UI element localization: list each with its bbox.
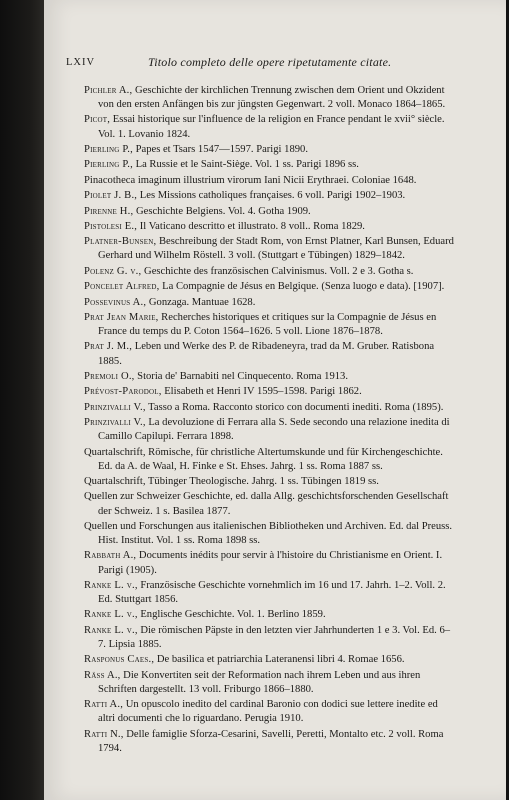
entry-text: Tasso a Roma. Racconto storico con documenti inediti. Roma (1895). xyxy=(145,401,444,413)
entry-author: Räss A., xyxy=(84,669,121,681)
entry-author: Pierling P., xyxy=(84,143,133,155)
entry-author: Piolet J. B., xyxy=(84,190,138,202)
entry-text: Englische Geschichte. Vol. 1. Berlino 1859. xyxy=(137,609,326,621)
entry-author: Pichler A., xyxy=(84,85,133,96)
bibliography-entry xyxy=(84,370,454,384)
bibliography-entry xyxy=(84,728,454,756)
entry-text: Quartalschrift, Tübinger Theologische. Jahrg. 1 ss. Tübingen 1819 ss. xyxy=(84,476,379,488)
entry-author: Prinzivalli V., xyxy=(84,401,146,413)
bibliography-entry xyxy=(84,624,454,652)
bibliography-entry xyxy=(84,340,454,368)
entry-author: Pirenne H., xyxy=(84,205,134,217)
bibliography-entry xyxy=(84,174,454,188)
entry-text: Leben und Werke des P. de Ribadeneyra, trad da M. Gruber. Ratisbona 1885. xyxy=(98,341,435,367)
bibliography-entry xyxy=(84,416,454,444)
entry-text: La Russie et le Saint-Siège. Vol. 1 ss. Parigi 1896 ss. xyxy=(132,159,359,171)
bibliography-entry xyxy=(84,549,454,577)
bibliography-entry xyxy=(84,579,454,607)
bibliography-entry xyxy=(84,608,454,622)
entry-text: Gonzaga. Mantuae 1628. xyxy=(146,296,256,308)
entry-author: Picot, xyxy=(84,114,111,126)
entry-text: Les Missions catholiques françaises. 6 voll. Parigi 1902–1903. xyxy=(137,190,406,202)
bibliography-entry xyxy=(84,265,454,279)
entry-author: Polenz G. v., xyxy=(84,265,142,277)
bibliography-entry xyxy=(84,205,454,219)
bibliography-entry xyxy=(84,401,454,415)
running-title: Titolo completo delle opere ripetutamente citate. xyxy=(148,55,392,69)
entry-text: Papes et Tsars 1547—1597. Parigi 1890. xyxy=(132,143,308,155)
entry-text: Delle famiglie Sforza-Cesarini, Savelli, Peretti, Montalto etc. 2 voll. Roma 1794. xyxy=(98,728,444,754)
bibliography-entry xyxy=(84,698,454,726)
bibliography-entry xyxy=(84,311,454,339)
bibliography-entry xyxy=(84,490,454,518)
entry-author: Ranke L. v., xyxy=(84,624,138,636)
bibliography-entry xyxy=(84,280,454,294)
entry-text: Quellen zur Schweizer Geschichte, ed. dalla Allg. geschichtsforschenden Gesellschaft der Schweiz. 1 s. Basilea 1877. xyxy=(84,491,449,517)
entry-author: Prat Jean Marie, xyxy=(84,311,159,323)
entry-author: Premoli O., xyxy=(84,370,135,382)
page-number: LXIV xyxy=(66,57,96,68)
bibliography-entry xyxy=(84,669,454,697)
entry-text: Die römischen Päpste in den letzten vier Jahrhunderten 1 e 3. Vol. Ed. 6–7. Lipsia 1885. xyxy=(98,624,451,650)
entry-author: Prinzivalli V., xyxy=(84,417,146,429)
entry-author: Prévost-Parodol, xyxy=(84,386,162,398)
entry-text: Geschichte der kirchlichen Trennung zwischen dem Orient und Okzident von den ersten Anfängen bis zur jüngsten Gegenwart. 2 voll. Monaco 1864–1865. xyxy=(98,85,446,111)
entry-text: Essai historique sur l'influence de la religion en France pendant le xvii° siècle. Vol. 1. Lovanio 1824. xyxy=(98,114,445,140)
bibliography-entry xyxy=(84,189,454,203)
entry-text: De basilica et patriarchia Lateranensi libri 4. Romae 1656. xyxy=(154,654,405,666)
entry-author: Poncelet Alfred, xyxy=(84,281,160,293)
entry-text: Die Konvertiten seit der Reformation nach ihrem Leben und aus ihren Schriften dargestellt. 13 voll. Friburgo 1866–1880. xyxy=(98,669,421,695)
bibliography-list xyxy=(84,84,454,757)
bibliography-entry xyxy=(84,446,454,474)
entry-text: Beschreibung der Stadt Rom, von Ernst Platner, Karl Bunsen, Eduard Gerhard und Wilhelm Röstell. 3 voll. (Stuttgart e Tübingen) 1829–1842. xyxy=(98,236,454,262)
entry-author: Prat J. M., xyxy=(84,341,133,353)
entry-author: Pierling P., xyxy=(84,159,133,171)
scan-dark-edge xyxy=(0,0,44,800)
entry-text: Geschichte Belgiens. Vol. 4. Gotha 1909. xyxy=(133,205,311,217)
entry-author: Ratti N., xyxy=(84,728,124,740)
entry-text: Französische Geschichte vornehmlich im 16 und 17. Jahrh. 1–2. Voll. 2. Ed. Stuttgart 1856. xyxy=(98,579,446,606)
bibliography-entry xyxy=(84,475,454,489)
entry-text: Recherches historiques et critiques sur la Compagnie de Jésus en France du temps du P. Coton 1564–1626. 5 voll. Lione 1876–1878. xyxy=(98,311,437,338)
bibliography-entry xyxy=(84,158,454,172)
entry-author: Pistolesi E., xyxy=(84,220,138,232)
bibliography-entry xyxy=(84,143,454,157)
page-header xyxy=(66,55,466,73)
entry-text: Quartalschrift, Römische, für christliche Altertumskunde und für Kirchengeschichte. Ed. da A. de Waal, H. Finke e St. Ehses. Jahrg. 1 ss. Roma 1887 ss. xyxy=(84,446,443,472)
bibliography-entry xyxy=(84,84,454,112)
bibliography-entry xyxy=(84,220,454,234)
entry-author: Rabbath A., xyxy=(84,550,137,562)
entry-author: Possevinus A., xyxy=(84,296,147,308)
bibliography-entry xyxy=(84,296,454,310)
entry-text: Un opuscolo inedito del cardinal Baronio con dodici sue lettere inedite ed altri documenti che lo riguardano. Perugia 1910. xyxy=(98,699,438,725)
entry-text: Elisabeth et Henri IV 1595–1598. Parigi 1862. xyxy=(161,386,362,398)
entry-text: La Compagnie de Jésus en Belgique. (Senza luogo e data). [1907]. xyxy=(159,281,445,293)
entry-text: Storia de' Barnabiti nel Cinquecento. Roma 1913. xyxy=(134,370,348,382)
entry-text: Geschichte des französischen Calvinismus. Voll. 2 e 3. Gotha s. xyxy=(141,265,414,277)
entry-text: Il Vaticano descritto et illustrato. 8 voll.. Roma 1829. xyxy=(137,220,365,232)
entry-author: Ranke L. v., xyxy=(84,579,138,591)
entry-text: La devoluzione di Ferrara alla S. Sede secondo una relazione inedita di Camillo Capilupi. Ferrara 1898. xyxy=(98,417,450,443)
entry-author: Platner-Bunsen, xyxy=(84,236,157,248)
bibliography-entry xyxy=(84,385,454,399)
entry-author: Ranke L. v., xyxy=(84,609,138,621)
entry-text: Documents inédits pour servir à l'histoire du Christianisme en Orient. I. Parigi (1905). xyxy=(98,550,443,576)
entry-author: Rasponus Caes., xyxy=(84,654,155,666)
bibliography-entry xyxy=(84,113,454,141)
bibliography-entry xyxy=(84,653,454,667)
bibliography-entry xyxy=(84,520,454,548)
entry-text: Pinacotheca imaginum illustrium virorum Iani Nicii Erythraei. Coloniae 1648. xyxy=(84,174,417,186)
bibliography-entry xyxy=(84,235,454,263)
entry-text: Quellen und Forschungen aus italienischen Bibliotheken und Archiven. Ed. dal Preuss. Hist. Institut. Vol. 1 ss. Roma 1898 ss. xyxy=(84,520,453,547)
entry-author: Ratti A., xyxy=(84,699,124,711)
